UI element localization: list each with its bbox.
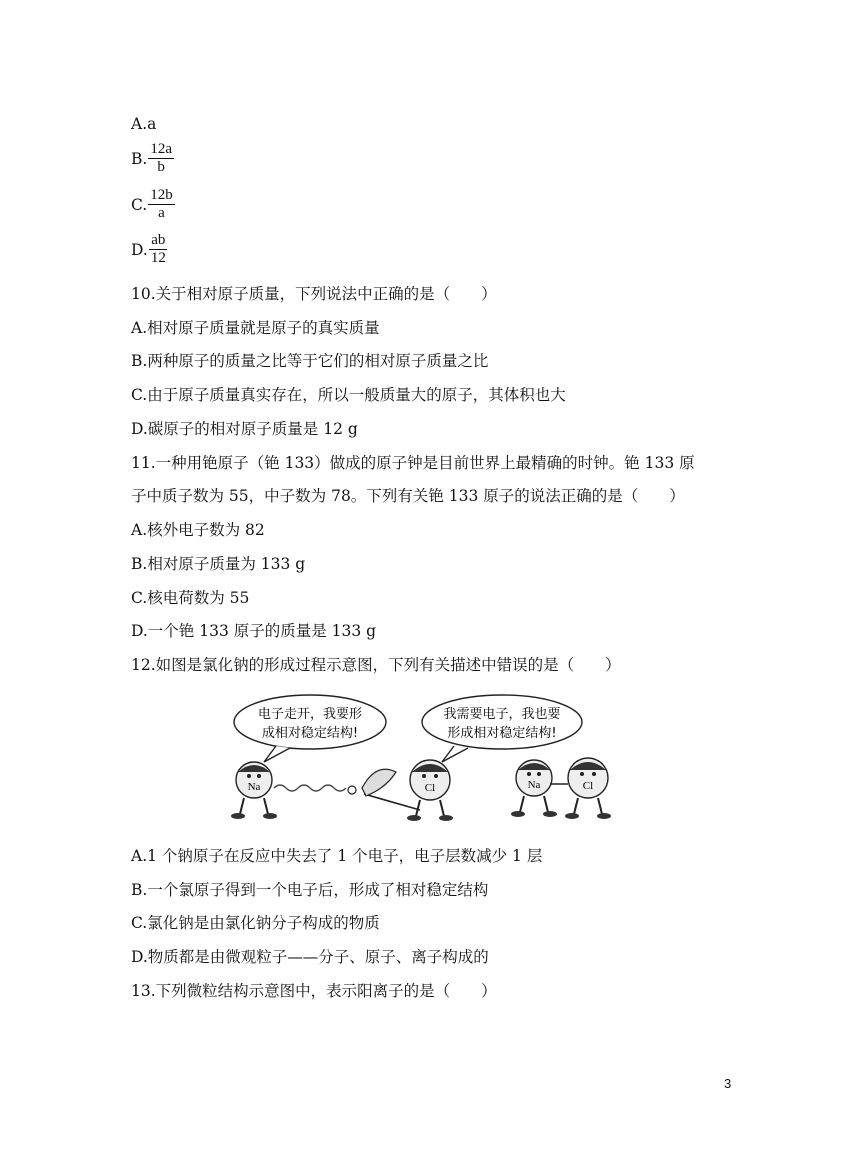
sodium-atom-character [231,762,277,819]
left-bubble-tail [264,746,290,762]
q10-option-c: C.由于原子质量真实存在，所以一般质量大的原子，其体积也大 [131,386,566,404]
q9-option-c [131,187,175,222]
sodium-chloride-formation-illustration [224,692,634,828]
q11-option-a: A.核外电子数为 82 [131,521,265,539]
q9-option-a: A.a [131,115,157,133]
chlorine-atom-character [407,760,453,821]
q9-option-c-fraction [148,187,175,222]
cl-label: Cl [424,782,436,794]
q9-option-d-fraction [149,232,168,267]
q10-option-b: B.两种原子的质量之比等于它们的相对原子质量之比 [131,352,489,370]
fraction-numerator: ab [151,232,166,248]
q11-stem-line2: 子中质子数为 55，中子数为 78。下列有关铯 133 原子的说法正确的是（ ） [131,487,685,505]
right-bubble-text-1: 我需要电子，我也要 [443,707,561,722]
fraction-denominator: a [158,205,165,221]
fraction-numerator: 12a [150,141,172,157]
left-bubble-text-1: 电子走开，我要形 [257,707,363,722]
right-bubble-text-2: 形成相对稳定结构! [447,726,557,741]
net-icon [362,769,396,796]
fraction-denominator: 12 [150,250,166,266]
cl-ion-label: Cl [582,780,594,792]
q11-option-c: C.核电荷数为 55 [131,589,250,607]
q13-stem: 13.下列微粒结构示意图中，表示阳离子的是（ ） [131,982,497,1000]
left-bubble-text-2: 成相对稳定结构! [261,726,359,741]
sodium-ion-character [511,760,557,817]
q9-option-b-prefix: B. [131,149,148,168]
electron-spring [274,785,346,791]
na-label: Na [247,781,261,793]
q12-stem: 12.如图是氯化钠的形成过程示意图，下列有关描述中错误的是（ ） [131,656,621,674]
q11-option-b: B.相对原子质量为 133 g [131,555,306,573]
na-ion-label: Na [527,779,541,791]
q9-option-b-fraction [148,141,174,176]
q9-option-c-prefix: C. [131,195,148,214]
q10-option-d: D.碳原子的相对原子质量是 12 g [131,420,358,438]
q9-option-b [131,141,174,176]
net-handle [364,794,420,810]
q12-option-a: A.1 个钠原子在反应中失去了 1 个电子，电子层数减少 1 层 [131,847,543,865]
q10-stem: 10.关于相对原子质量，下列说法中正确的是（ ） [131,285,497,303]
fraction-denominator: b [157,159,165,175]
right-bubble-tail [442,746,468,762]
q11-option-d: D.一个铯 133 原子的质量是 133 g [131,622,377,640]
chloride-ion-character [565,758,611,819]
q12-option-d: D.物质都是由微观粒子——分子、原子、离子构成的 [131,948,489,966]
q11-stem-line1: 11.一种用铯原子（铯 133）做成的原子钟是目前世界上最精确的时钟。铯 133 原 [131,454,695,472]
q12-option-c: C.氯化钠是由氯化钠分子构成的物质 [131,914,380,932]
q9-option-d [131,232,168,267]
q10-option-a: A.相对原子质量就是原子的真实质量 [131,319,380,337]
q12-option-b: B.一个氯原子得到一个电子后，形成了相对稳定结构 [131,881,489,899]
electron-icon [348,786,356,794]
fraction-numerator: 12b [150,187,173,203]
page-number: 3 [724,1076,732,1091]
q9-option-d-prefix: D. [131,240,148,259]
